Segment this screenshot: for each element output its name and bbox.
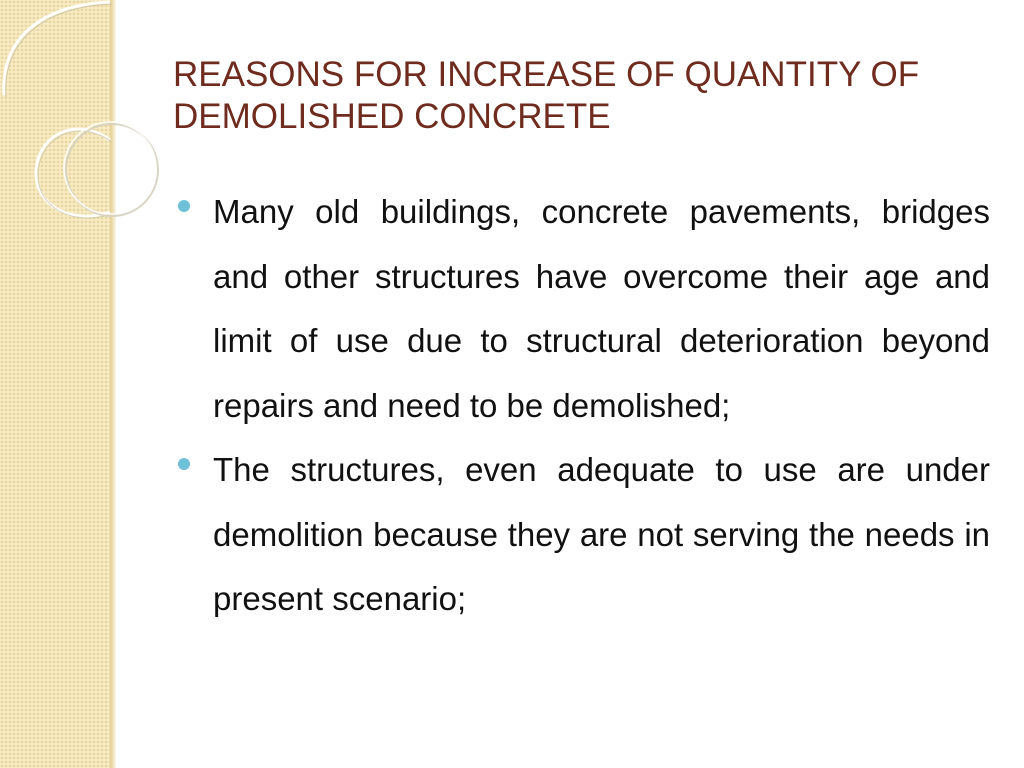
bullet-text: The structures, even adequate to use are under demolition because they are not serving the needs in present scenario; (213, 451, 990, 617)
slide-title: REASONS FOR INCREASE OF QUANTITY OF DEMOLISHED CONCRETE (173, 55, 920, 136)
bullet-text: Many old buildings, concrete pavements, bridges and other structures have overcome their age and limit of use due to structural deterioration beyond repairs and need to be demolished; (213, 193, 990, 424)
list-item (176, 180, 990, 438)
decorative-arcs-icon (0, 0, 200, 300)
list-item (176, 438, 990, 632)
bullet-list (176, 180, 990, 632)
bullet-dot-icon (178, 200, 190, 212)
bullet-dot-icon (178, 458, 190, 470)
